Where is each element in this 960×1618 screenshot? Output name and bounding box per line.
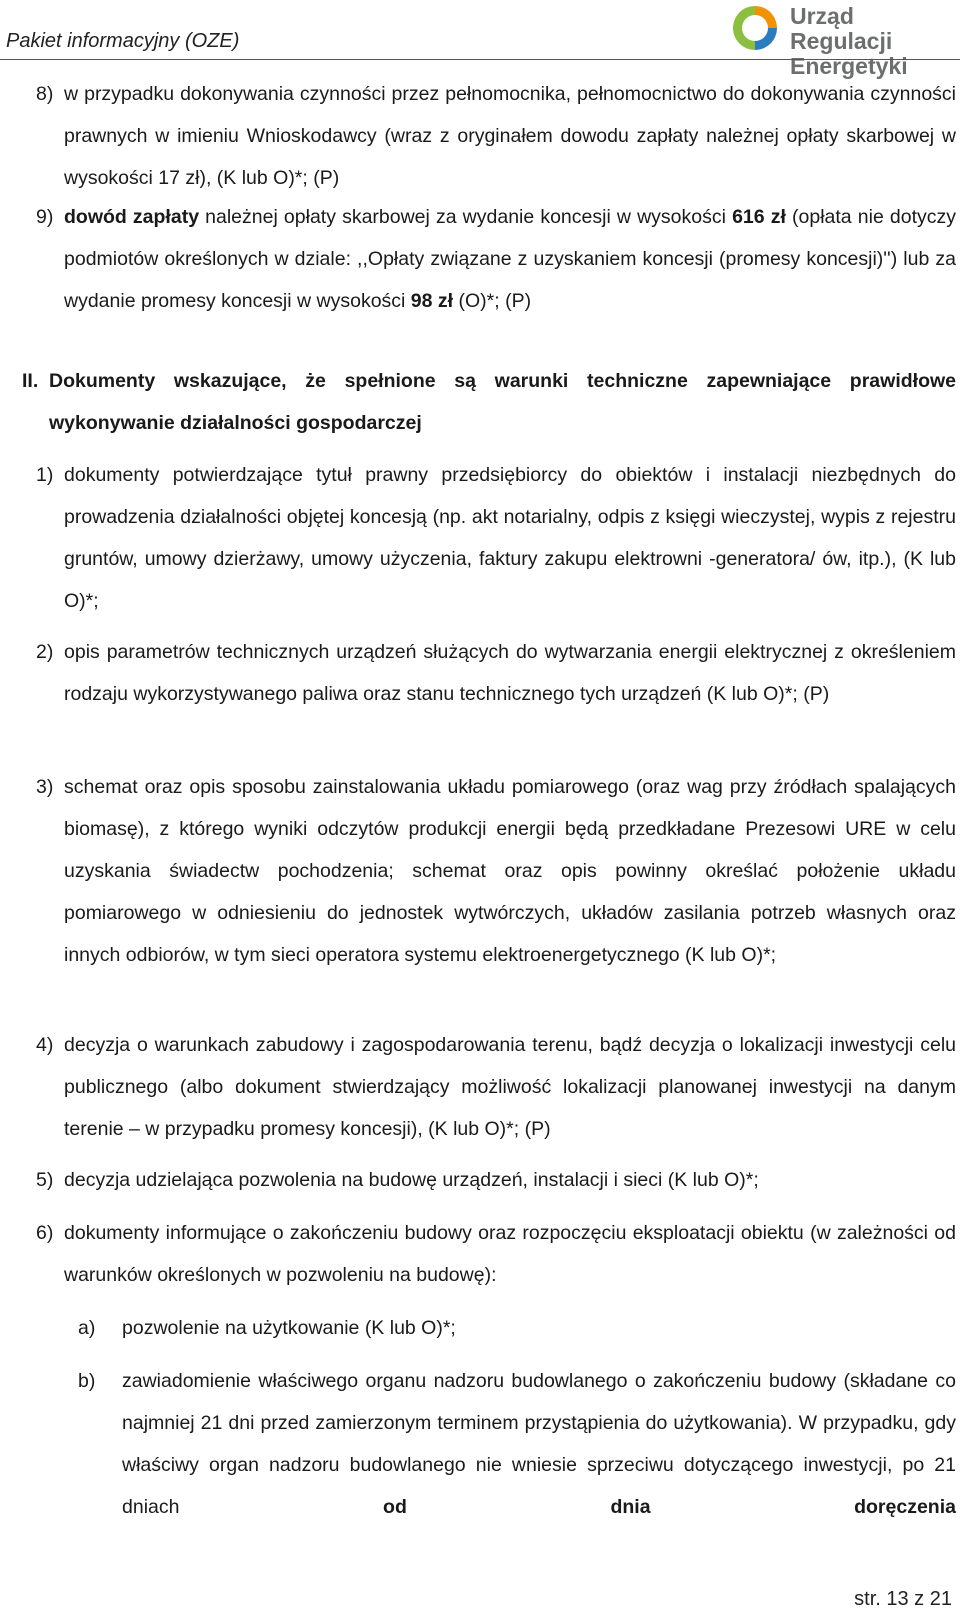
item-text: dokumenty informujące o zakończeniu budowy oraz rozpoczęciu eksploatacji obiektu (w zależności od warunków określonych w pozwoleniu na budowę): [64,1222,956,1286]
item-number: 2) [36,641,54,663]
list-item [36,1159,956,1201]
sub-item-letter: b) [78,1370,96,1392]
bold-amount: 98 zł [410,290,454,312]
item-text: decyzja udzielająca pozwolenia na budowę urządzeń, instalacji i sieci (K lub O)*; [64,1169,759,1191]
item-number: 3) [36,776,54,798]
section-number: II. [22,370,39,392]
bold-amount: 616 zł [732,206,786,228]
item-text [64,196,956,322]
section-heading [22,360,956,444]
item-number: 8) [36,83,54,105]
list-item [36,73,956,199]
header-divider [0,59,960,60]
item-text: schemat oraz opis sposobu zainstalowania układu pomiarowego (oraz wag przy źródłach spalających biomasę), z którego wyniki odczytów produkcji energii będą przedkładane Prezesowi URE w celu uzyskania świadectw pochodzenia; schemat oraz opis powinny określać położenie układu pomiarowego w odniesieniu do jednostek wytwórczych, układów zasilania potrzeb własnych oraz innych odbiorów, w tym sieci operatora systemu elektroenergetycznego (K lub O)*; [64,776,956,966]
item-text: opis parametrów technicznych urządzeń służących do wytwarzania energii elektrycznej z określeniem rodzaju wykorzystywanego paliwa oraz stanu technicznego tych urządzeń (K lub O)*; (P) [64,641,956,705]
logo-line-2: Energetyki [790,53,908,79]
item-number: 9) [36,206,54,228]
section-title: Dokumenty wskazujące, że spełnione są warunki techniczne zapewniające prawidłowe wykonywanie działalności gospodarczej [49,370,956,434]
document-title: Pakiet informacyjny (OZE) [6,30,240,52]
list-item [36,631,956,715]
ure-logo-icon [728,2,782,54]
item-text: w przypadku dokonywania czynności przez pełnomocnika, pełnomocnictwo do dokonywania czynności prawnych w imieniu Wnioskodawcy (wraz z oryginałem dowodu zapłaty należnej opłaty skarbowej w wysokości 17 zł), (K lub O)*; (P) [64,83,956,189]
bold-phrase: dowód zapłaty [64,206,200,228]
item-number: 1) [36,464,54,486]
bold-phrase: od dnia doręczenia [383,1496,956,1518]
page-header [0,0,960,79]
list-item [36,1024,956,1150]
sub-item-text [122,1360,956,1528]
list-item [36,454,956,622]
text-run: (O)*; (P) [453,290,532,312]
logo-line-1: Urząd Regulacji [790,3,893,54]
text-run: (opłata nie dotyczy podmiotów określonych w dziale: ,,Opłaty związane z uzyskaniem koncesji (promesy koncesji)'') lub za wydanie promesy koncesji w wysokości [64,206,957,312]
ure-logo-text [790,4,960,79]
sub-list-item [78,1360,956,1528]
item-number: 4) [36,1034,54,1056]
text-run: należnej opłaty skarbowej za wydanie koncesji w wysokości [199,206,733,228]
sub-item-letter: a) [78,1317,96,1339]
item-text: decyzja o warunkach zabudowy i zagospodarowania terenu, bądź decyzja o lokalizacji inwestycji celu publicznego (albo dokument stwierdzający możliwość lokalizacji planowanej inwestycji na danym terenie – w przypadku promesy koncesji), (K lub O)*; (P) [64,1034,956,1140]
list-item [36,196,956,322]
list-item [36,1212,956,1296]
list-item [36,766,956,976]
page-number: str. 13 z 21 [854,1588,952,1610]
sub-item-text: pozwolenie na użytkowanie (K lub O)*; [122,1317,456,1339]
item-text: dokumenty potwierdzające tytuł prawny przedsiębiorcy do obiektów i instalacji niezbędnych do prowadzenia działalności objętej koncesją (np. akt notarialny, odpis z księgi wieczystej, wypis z rejestru gruntów, umowy dzierżawy, umowy użyczenia, faktury zakupu elektrowni -generatora/ ów, itp.), (K lub O)*; [64,464,956,612]
item-number: 5) [36,1169,54,1191]
ure-logo [728,2,960,79]
item-number: 6) [36,1222,54,1244]
sub-list-item [78,1307,956,1349]
text-run: zawiadomienie właściwego organu nadzoru budowlanego o zakończeniu budowy (składane co najmniej 21 dni przed zamierzonym terminem przystąpienia do użytkowania). W przypadku, gdy właściwy organ nadzoru budowlanego nie wniesie sprzeciwu dotyczącego inwestycji, po 21 dniach [122,1370,956,1518]
